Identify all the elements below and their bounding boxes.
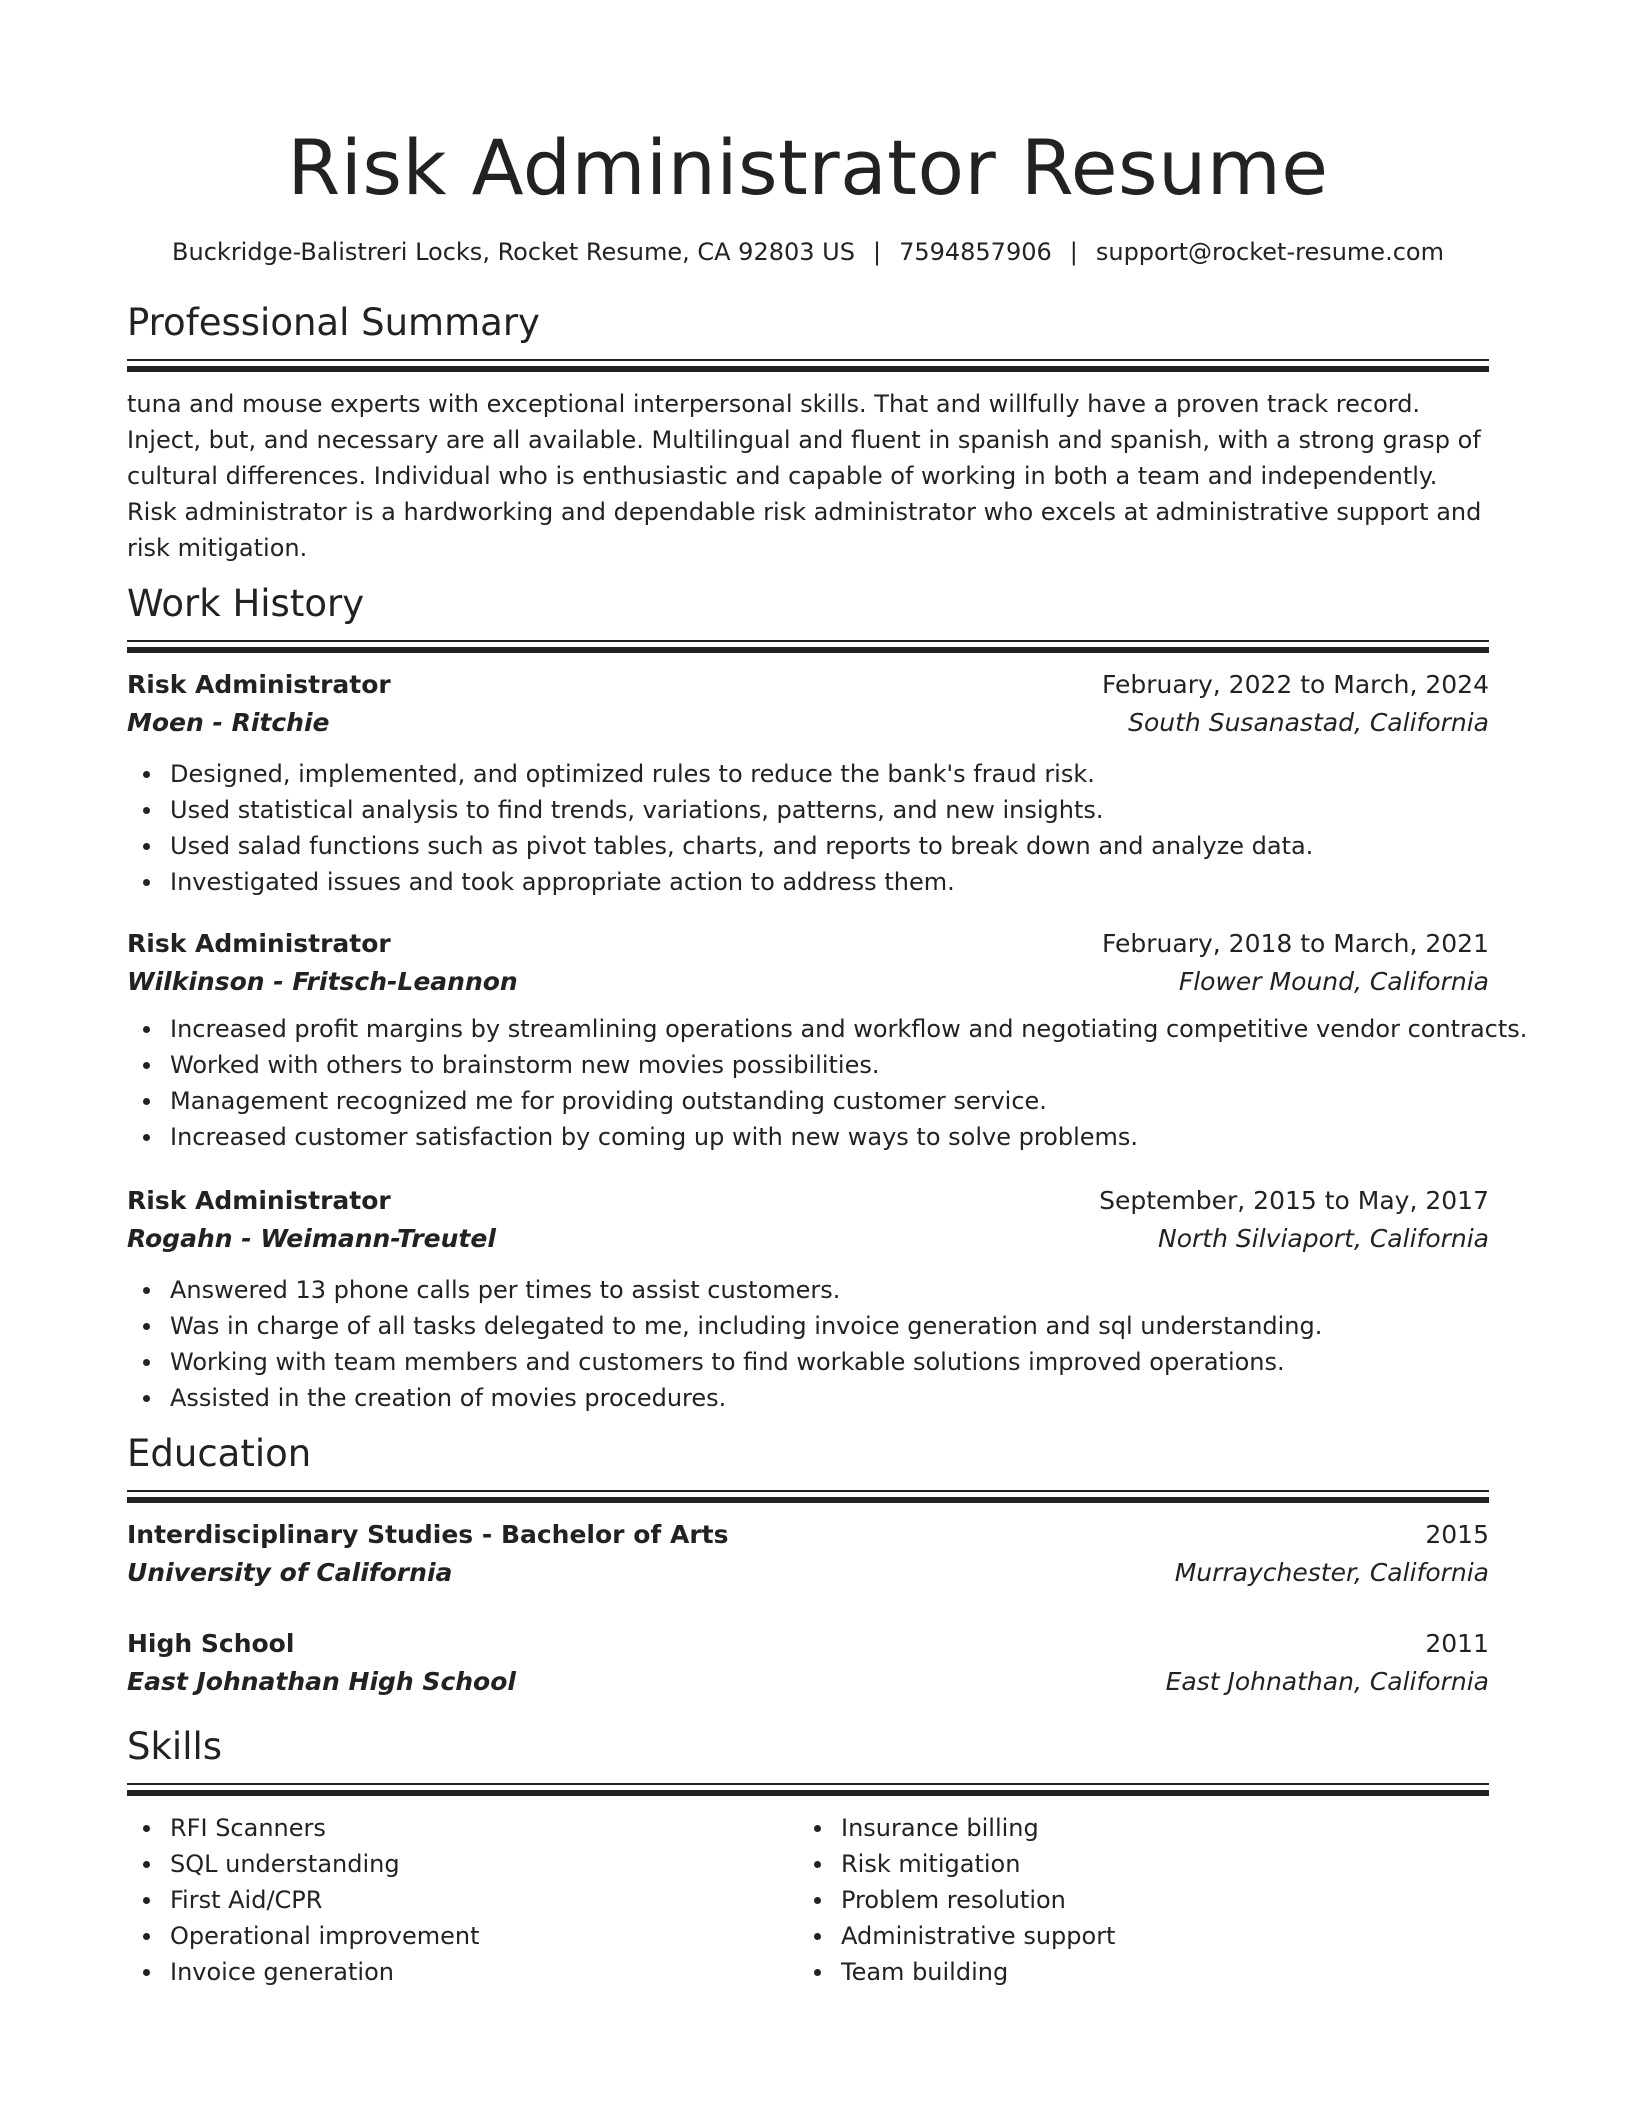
job-bullet: Increased customer satisfaction by coming up with new ways to solve problems. xyxy=(170,1119,1489,1155)
education-entry xyxy=(127,1625,1489,1701)
education-school: University of California xyxy=(127,1558,453,1587)
contact-phone: 7594857906 xyxy=(899,238,1052,266)
education-header-row xyxy=(127,1516,1489,1554)
summary-heading: Professional Summary xyxy=(127,301,540,344)
education-school-row xyxy=(127,1663,1489,1701)
job-bullet: Increased profit margins by streamlining operations and workflow and negotiating competitive vendor contracts. xyxy=(170,1011,1489,1047)
skill-item: Invoice generation xyxy=(170,1954,798,1990)
skills-section xyxy=(127,1723,1489,1990)
summary-text: tuna and mouse experts with exceptional interpersonal skills. That and willfully have a proven track record. Inject, but, and necessary are all available. Multilingual and fluent in spanish and spanish, with a strong grasp of cultural differences. Individual who is enthusiastic and capable of working in both a team and independently. Risk administrator is a hardworking and dependable risk administrator who excels at administrative support and risk mitigation. xyxy=(127,390,1482,562)
job-location: Flower Mound, California xyxy=(1178,967,1489,996)
job-bullet: Used salad functions such as pivot tables, charts, and reports to break down and analyze data. xyxy=(170,828,1489,864)
job-company: Moen - Ritchie xyxy=(127,708,330,737)
education-year: 2011 xyxy=(1425,1629,1489,1658)
job-company-row xyxy=(127,704,1489,742)
job-dates: September, 2015 to May, 2017 xyxy=(1099,1186,1489,1215)
contact-email[interactable]: support@rocket-resume.com xyxy=(1095,238,1444,266)
skill-item: First Aid/CPR xyxy=(170,1882,798,1918)
education-degree: High School xyxy=(127,1629,295,1658)
job-entry xyxy=(127,666,1489,900)
education-school-row xyxy=(127,1554,1489,1592)
contact-address: Buckridge-Balistreri Locks, Rocket Resume, CA 92803 US xyxy=(172,238,855,266)
job-company: Rogahn - Weimann-Treutel xyxy=(127,1224,496,1253)
job-company-row xyxy=(127,1220,1489,1258)
summary-section xyxy=(127,299,1489,566)
job-header-row xyxy=(127,925,1489,963)
job-header-row xyxy=(127,666,1489,704)
section-divider xyxy=(127,359,1489,372)
resume-page xyxy=(127,0,1528,1990)
skills-column-left xyxy=(127,1810,798,1990)
job-header-row xyxy=(127,1182,1489,1220)
skill-item: Team building xyxy=(841,1954,1469,1990)
job-bullet: Used statistical analysis to find trends, variations, patterns, and new insights. xyxy=(170,792,1489,828)
section-divider xyxy=(127,1490,1489,1503)
education-location: East Johnathan, California xyxy=(1165,1667,1489,1696)
section-divider xyxy=(127,640,1489,653)
job-entry xyxy=(127,925,1528,1155)
job-bullet: Management recognized me for providing outstanding customer service. xyxy=(170,1083,1489,1119)
education-year: 2015 xyxy=(1425,1520,1489,1549)
job-bullet: Working with team members and customers to find workable solutions improved operations. xyxy=(170,1344,1489,1380)
job-dates: February, 2018 to March, 2021 xyxy=(1101,929,1489,958)
job-bullets xyxy=(127,756,1489,900)
job-bullet: Investigated issues and took appropriate action to address them. xyxy=(170,864,1489,900)
job-company-row xyxy=(127,963,1489,1001)
job-bullet: Was in charge of all tasks delegated to me, including invoice generation and sql understanding. xyxy=(170,1308,1489,1344)
resume-title: Risk Administrator Resume xyxy=(287,123,1329,212)
skill-item: SQL understanding xyxy=(170,1846,798,1882)
education-location: Murraychester, California xyxy=(1174,1558,1489,1587)
job-bullet: Assisted in the creation of movies procedures. xyxy=(170,1380,1489,1416)
skill-item: Insurance billing xyxy=(841,1810,1469,1846)
job-bullet: Worked with others to brainstorm new movies possibilities. xyxy=(170,1047,1489,1083)
job-title: Risk Administrator xyxy=(127,929,391,958)
education-entry xyxy=(127,1516,1489,1592)
skill-item: Operational improvement xyxy=(170,1918,798,1954)
education-header-row xyxy=(127,1625,1489,1663)
skills-column-right xyxy=(798,1810,1469,1990)
job-title: Risk Administrator xyxy=(127,670,391,699)
skill-item: Administrative support xyxy=(841,1918,1469,1954)
job-company: Wilkinson - Fritsch-Leannon xyxy=(127,967,518,996)
contact-separator: | xyxy=(872,238,882,266)
job-location: North Silviaport, California xyxy=(1158,1224,1489,1253)
education-section xyxy=(127,1430,1489,1701)
education-degree: Interdisciplinary Studies - Bachelor of Arts xyxy=(127,1520,729,1549)
job-bullets xyxy=(127,1011,1528,1155)
education-school: East Johnathan High School xyxy=(127,1667,516,1696)
section-divider xyxy=(127,1783,1489,1796)
job-entry xyxy=(127,1182,1489,1416)
skill-item: Problem resolution xyxy=(841,1882,1469,1918)
skills-heading: Skills xyxy=(127,1725,223,1768)
work-section xyxy=(127,580,1528,1416)
job-bullet: Designed, implemented, and optimized rules to reduce the bank's fraud risk. xyxy=(170,756,1489,792)
job-dates: February, 2022 to March, 2024 xyxy=(1101,670,1489,699)
job-bullets xyxy=(127,1272,1489,1416)
skill-item: Risk mitigation xyxy=(841,1846,1469,1882)
skills-grid xyxy=(127,1810,1489,1990)
contact-separator: | xyxy=(1069,238,1078,266)
job-bullet: Answered 13 phone calls per times to assist customers. xyxy=(170,1272,1489,1308)
skill-item: RFI Scanners xyxy=(170,1810,798,1846)
education-heading: Education xyxy=(127,1432,312,1475)
job-location: South Susanastad, California xyxy=(1128,708,1489,737)
work-heading: Work History xyxy=(127,582,365,625)
contact-line xyxy=(127,232,1489,272)
job-title: Risk Administrator xyxy=(127,1186,391,1215)
